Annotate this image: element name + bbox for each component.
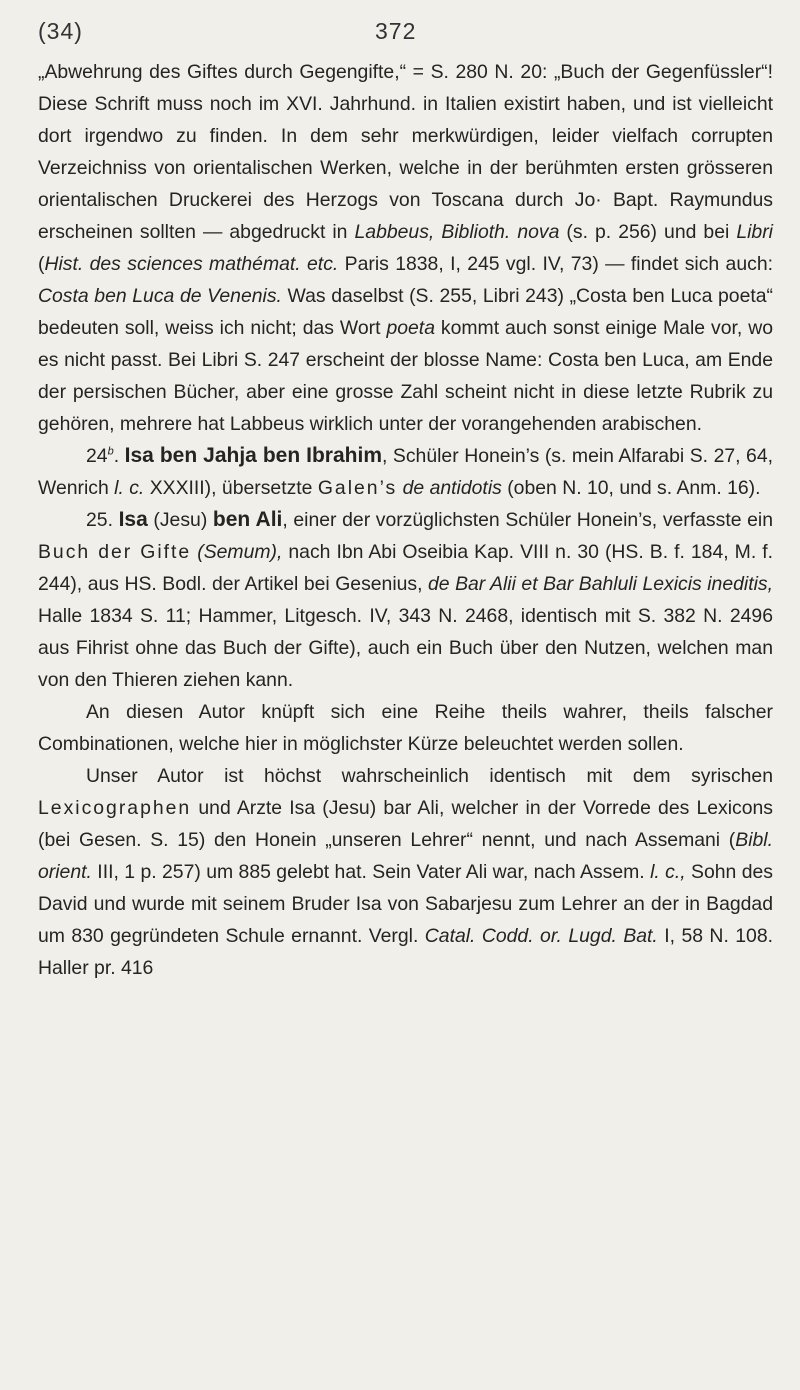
text-run: (Jesu) xyxy=(147,509,213,531)
paragraph-5 xyxy=(38,760,773,984)
text-run: Halle 1834 S. 11; Hammer, Litgesch. IV, 343 N. 2468, identisch mit S. 382 N. 2496 aus Fihrist ohne das Buch der Gifte), auch ein Buch über den Nutzen, welchen man von den Thieren ziehen kann. xyxy=(38,605,773,691)
paragraph-24b xyxy=(38,440,773,504)
paragraph-1 xyxy=(38,56,773,440)
text-run: (oben N. 10, und s. Anm. 16). xyxy=(501,477,761,499)
italic-word: poeta xyxy=(386,317,435,339)
text-run: (s. p. 256) und bei xyxy=(559,221,737,243)
paragraph-4: An diesen Autor knüpft sich eine Reihe theils wahrer, theils falscher Combinationen, welche hier in möglichster Kürze beleuchtet werden sollen. xyxy=(38,701,773,755)
italic-ref: l. c., xyxy=(650,861,686,883)
page-number-left: (34) xyxy=(38,18,83,44)
spaced-name: Galen’s xyxy=(317,477,398,499)
text-run: „Abwehrung des Giftes durch Gegengifte,“ = S. 280 N. 20: „Buch der Gegenfüssler“! Diese Schrift muss noch im XVI. Jahrhund. in Italien existirt haben, und ist vielleicht dort irgendwo zu finden. In dem sehr merkwürdigen, leider vielfach corrupten Verzeichniss von orientalischen Werken, welche in der berühmten ersten grösseren orientalischen Druckerei des Herzogs von Toscana durch Jo· Bapt. Raymundus erscheinen sollten — abgedruckt in xyxy=(38,61,773,243)
text-run: kommt auch sonst einige Male vor, wo es nicht passt. Bei Libri S. 247 erscheint der blosse Name: Costa ben Luca, am Ende der persischen Bücher, aber eine grosse Zahl scheint nicht in diese letzte Rubrik zu gehören, mehrere hat Labbeus wirklich unter der vorangehenden arabischen. xyxy=(38,317,773,435)
text-run: . xyxy=(113,445,125,467)
italic-title: de Bar Alii et Bar Bahluli Lexicis ineditis, xyxy=(428,573,773,595)
text-run: III, 1 p. 257) um 885 gelebt hat. Sein Vater Ali war, nach Assem. xyxy=(91,861,651,883)
author-name: ben Ali xyxy=(212,508,283,531)
spaced-word: Lexicographen xyxy=(38,797,192,819)
italic-title: Hist. des sciences mathémat. etc. xyxy=(44,253,339,275)
entry-number: 24 xyxy=(86,445,108,467)
italic-ref: l. c. xyxy=(114,477,145,499)
text-run: nach Ibn Abi Oseibia Kap. VIII n. 30 (HS. B. f. 184, M. f. 244), aus HS. Bodl. der Artikel bei Gesenius, xyxy=(38,541,773,595)
body-text xyxy=(38,56,773,984)
text-run: XXXIII), übersetzte xyxy=(144,477,318,499)
text-run: , einer der vorzüglichsten Schüler Honein’s, verfasste ein xyxy=(282,509,773,531)
text-run: Sohn des David und wurde mit seinem Bruder Isa von Sabarjesu zum Lehrer an der in Bagdad um 830 gegründeten Schule ernannt. Vergl. xyxy=(38,861,773,947)
author-name: Isa xyxy=(118,508,148,531)
italic-title: de antidotis xyxy=(402,477,502,499)
italic-title: Labbeus, Biblioth. nova xyxy=(354,221,560,243)
italic-title: Libri xyxy=(736,221,773,243)
text-run: I, 58 N. 108. Haller pr. 416 xyxy=(38,925,773,979)
paragraph-25 xyxy=(38,504,773,696)
entry-number: 25. xyxy=(86,509,119,531)
text-run: , Schüler Honein’s (s. mein Alfarabi S. 27, 64, Wenrich xyxy=(38,445,774,499)
text-run: ( xyxy=(38,253,45,275)
text-run: und Arzte Isa (Jesu) bar Ali, welcher in der Vorrede des Lexicons (bei Gesen. S. 15) den Honein „unseren Lehrer“ nennt, und nach Assemani ( xyxy=(38,797,773,851)
text-run: Was daselbst (S. 255, Libri 243) „Costa ben Luca poeta“ bedeuten soll, weiss ich nicht; das Wort xyxy=(38,285,773,339)
italic-title: (Semum), xyxy=(197,541,283,563)
italic-title: Costa ben Luca de Venenis. xyxy=(38,285,282,307)
italic-title: Catal. Codd. or. Lugd. Bat. xyxy=(424,925,658,947)
italic-title: Bibl. orient. xyxy=(38,829,773,883)
entry-superscript: b xyxy=(107,445,114,458)
text-run: Paris 1838, I, 245 vgl. IV, 73) — findet sich auch: xyxy=(338,253,773,275)
text-run: Unser Autor ist höchst wahrscheinlich identisch mit dem syrischen xyxy=(86,765,773,787)
author-name: Isa ben Jahja ben Ibrahim xyxy=(124,444,382,467)
page-number-center: 372 xyxy=(375,18,417,44)
spaced-title: Buch der Gifte xyxy=(38,541,192,563)
